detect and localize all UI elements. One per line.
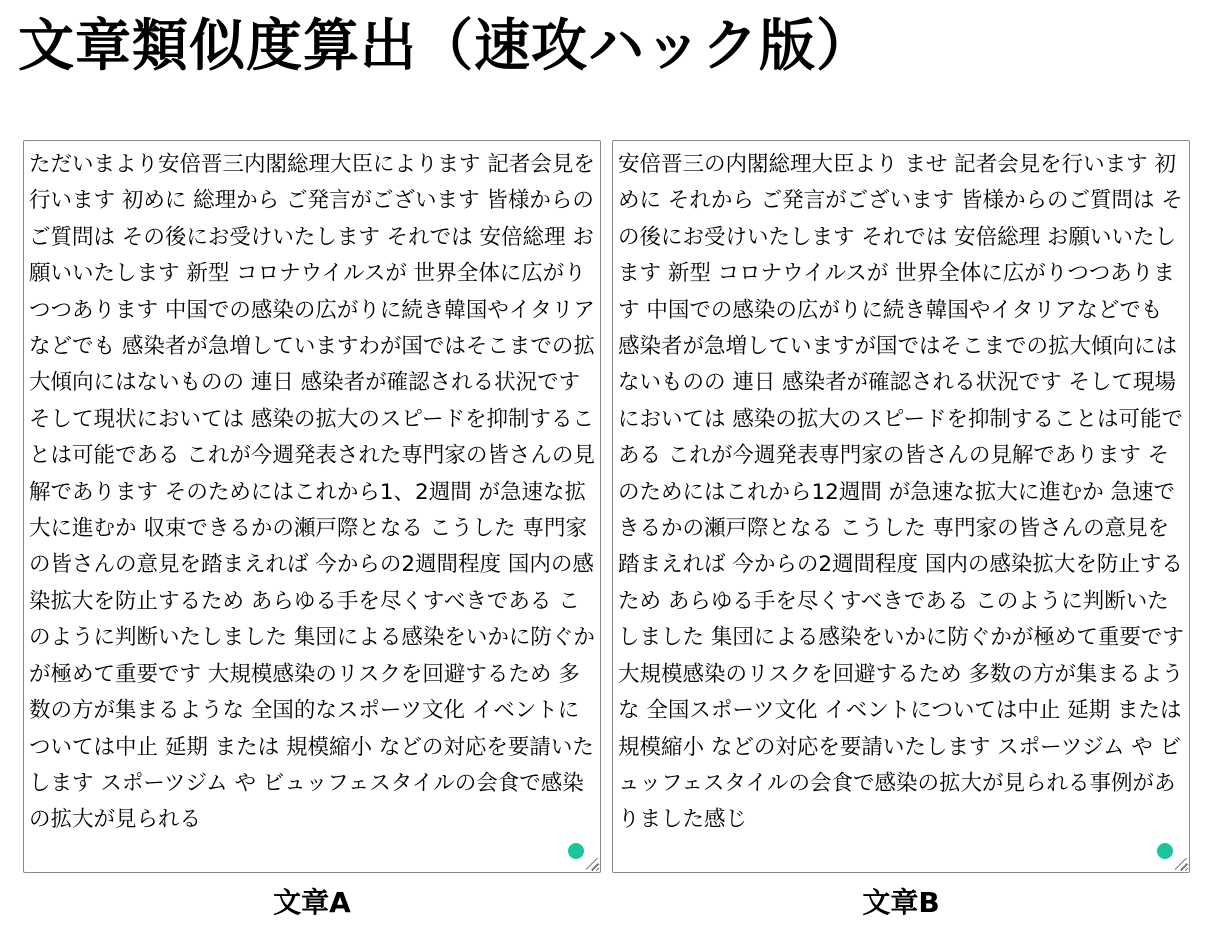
- text-b-label: 文章B: [862, 886, 940, 919]
- text-a-input[interactable]: [23, 140, 601, 873]
- resize-handle-icon[interactable]: [1175, 858, 1187, 870]
- resize-handle-icon[interactable]: [586, 858, 598, 870]
- text-b-input[interactable]: [612, 140, 1190, 873]
- text-a-label: 文章A: [273, 886, 351, 919]
- status-dot-icon[interactable]: [568, 843, 584, 859]
- page-title: 文章類似度算出（速攻ハック版）: [18, 14, 873, 79]
- panel-text-b: [612, 140, 1190, 919]
- panel-text-a: [23, 140, 601, 919]
- status-dot-icon[interactable]: [1157, 843, 1173, 859]
